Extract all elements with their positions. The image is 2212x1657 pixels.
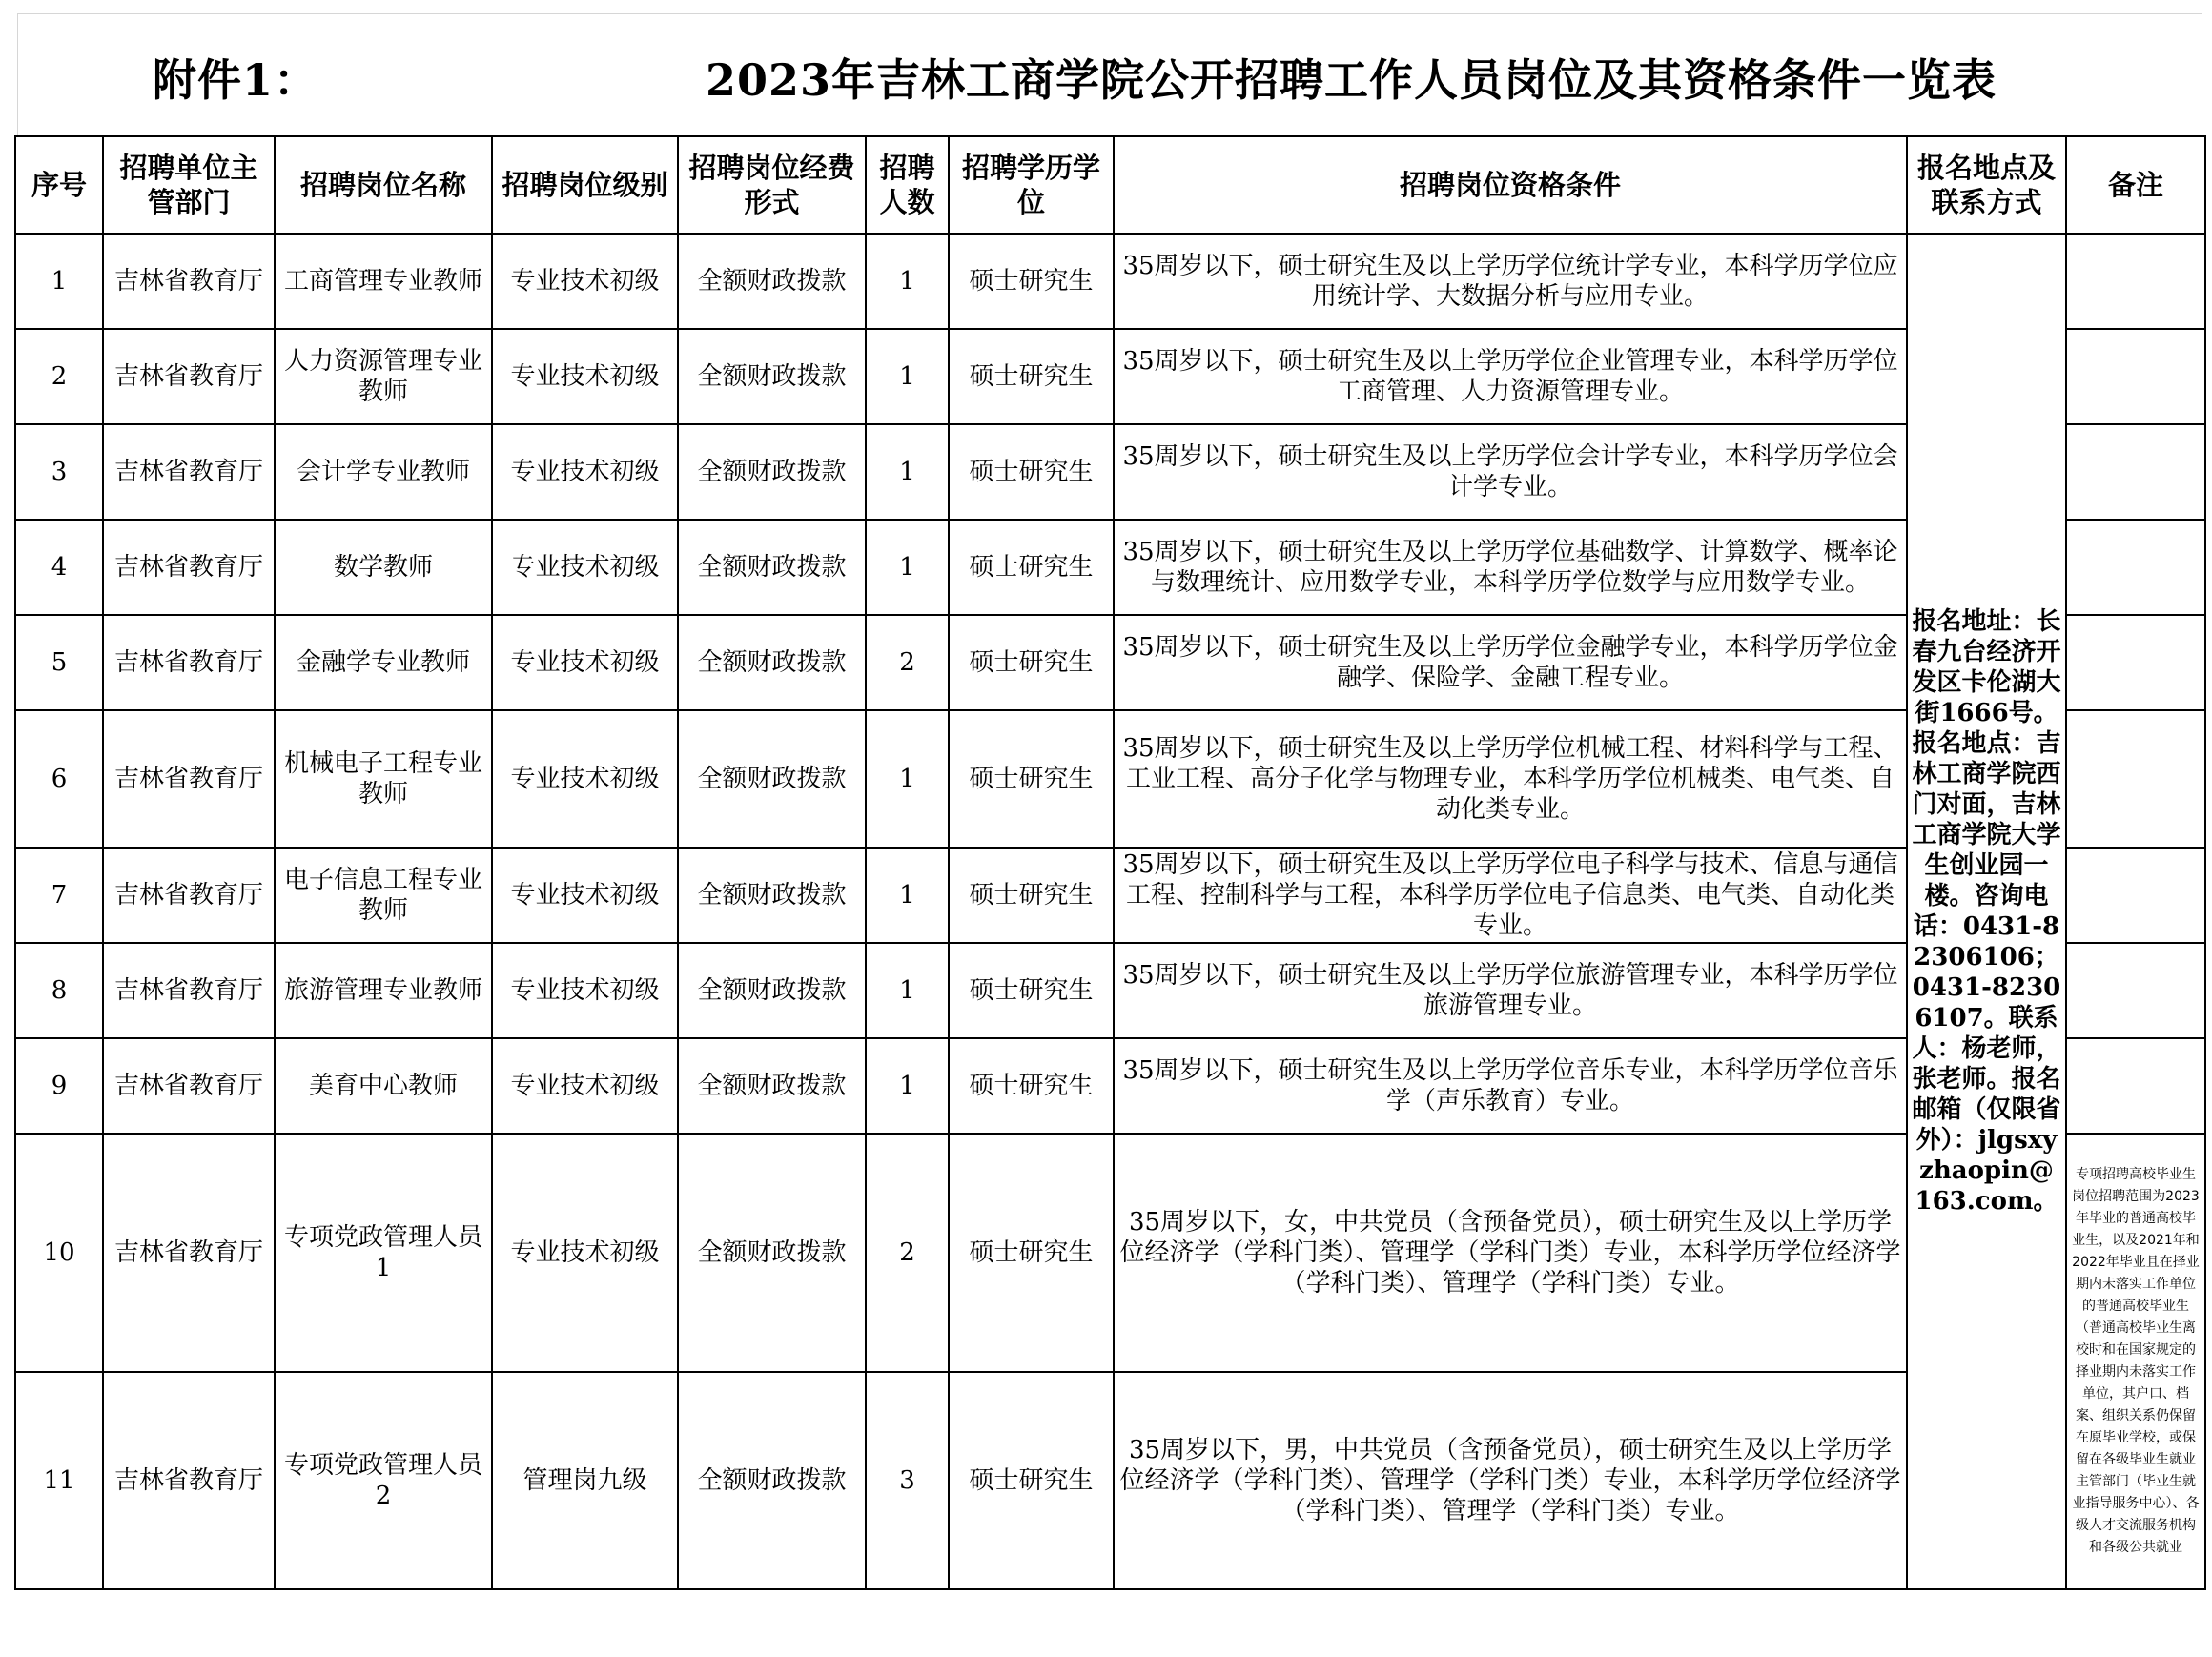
- cell-post: 旅游管理专业教师: [275, 943, 492, 1038]
- cell-level: 专业技术初级: [492, 848, 678, 943]
- cell-requirements: 35周岁以下，硕士研究生及以上学历学位会计学专业，本科学历学位会计学专业。: [1114, 424, 1907, 520]
- cell-level: 专业技术初级: [492, 943, 678, 1038]
- cell-seq: 6: [15, 710, 103, 848]
- cell-post: 会计学专业教师: [275, 424, 492, 520]
- cell-dept: 吉林省教育厅: [103, 424, 275, 520]
- note-text: 专项招聘高校毕业生岗位招聘范围为2023年毕业的普通高校毕业生，以及2021年和2022年毕业且在择业期内未落实工作单位的普通高校毕业生（普通高校毕业生离校时和在国家规定的择业期内未落实工作单位，其户口、档案、组织关系仍保留在原毕业学校，或保留在各级毕业生就业主管部门（毕业生就业指导服务中心）、各级人才交流服务机构和各级公共就业: [2072, 1167, 2200, 1555]
- table-row: [15, 1038, 2205, 1134]
- cell-count: 2: [866, 615, 949, 710]
- cell-education: 硕士研究生: [949, 234, 1114, 329]
- cell-education: 硕士研究生: [949, 1372, 1114, 1589]
- cell-dept: 吉林省教育厅: [103, 848, 275, 943]
- col-requirements: 招聘岗位资格条件: [1114, 136, 1907, 234]
- cell-level: 专业技术初级: [492, 329, 678, 424]
- cell-note-empty: [2066, 329, 2205, 424]
- cell-count: 1: [866, 848, 949, 943]
- header-row: [15, 136, 2205, 234]
- cell-funding: 全额财政拨款: [678, 615, 866, 710]
- cell-note-empty: [2066, 1038, 2205, 1134]
- cell-post: 工商管理专业教师: [275, 234, 492, 329]
- cell-count: 1: [866, 1038, 949, 1134]
- cell-note-empty: [2066, 615, 2205, 710]
- cell-requirements: 35周岁以下，男，中共党员（含预备党员），硕士研究生及以上学历学位经济学（学科门类）、管理学（学科门类）专业，本科学历学位经济学（学科门类）、管理学（学科门类）专业。: [1114, 1372, 1907, 1589]
- cell-seq: 10: [15, 1134, 103, 1372]
- cell-level: 专业技术初级: [492, 424, 678, 520]
- cell-note-empty: [2066, 424, 2205, 520]
- cell-dept: 吉林省教育厅: [103, 710, 275, 848]
- col-note: 备注: [2066, 136, 2205, 234]
- cell-post: 专项党政管理人员2: [275, 1372, 492, 1589]
- document-title: 2023年吉林工商学院公开招聘工作人员岗位及其资格条件一览表: [706, 54, 1997, 106]
- col-level: 招聘岗位级别: [492, 136, 678, 234]
- cell-count: 1: [866, 424, 949, 520]
- cell-note-empty: [2066, 234, 2205, 329]
- cell-requirements: 35周岁以下，硕士研究生及以上学历学位电子科学与技术、信息与通信工程、控制科学与工程，本科学历学位电子信息类、电气类、自动化类专业。: [1114, 848, 1907, 943]
- cell-dept: 吉林省教育厅: [103, 615, 275, 710]
- cell-dept: 吉林省教育厅: [103, 520, 275, 615]
- cell-requirements: 35周岁以下，硕士研究生及以上学历学位旅游管理专业，本科学历学位旅游管理专业。: [1114, 943, 1907, 1038]
- cell-count: 3: [866, 1372, 949, 1589]
- cell-seq: 7: [15, 848, 103, 943]
- cell-note-empty: [2066, 520, 2205, 615]
- cell-note-empty: [2066, 710, 2205, 848]
- cell-funding: 全额财政拨款: [678, 329, 866, 424]
- cell-note-empty: [2066, 943, 2205, 1038]
- col-funding: 招聘岗位经费形式: [678, 136, 866, 234]
- cell-seq: 2: [15, 329, 103, 424]
- cell-dept: 吉林省教育厅: [103, 943, 275, 1038]
- cell-requirements: 35周岁以下，硕士研究生及以上学历学位企业管理专业，本科学历学位工商管理、人力资源管理专业。: [1114, 329, 1907, 424]
- col-post: 招聘岗位名称: [275, 136, 492, 234]
- cell-seq: 1: [15, 234, 103, 329]
- cell-count: 1: [866, 329, 949, 424]
- cell-requirements: 35周岁以下，硕士研究生及以上学历学位统计学专业，本科学历学位应用统计学、大数据分析与应用专业。: [1114, 234, 1907, 329]
- cell-funding: 全额财政拨款: [678, 424, 866, 520]
- cell-post: 电子信息工程专业教师: [275, 848, 492, 943]
- cell-education: 硕士研究生: [949, 329, 1114, 424]
- table-row: [15, 520, 2205, 615]
- col-count: 招聘人数: [866, 136, 949, 234]
- cell-education: 硕士研究生: [949, 1038, 1114, 1134]
- col-education: 招聘学历学位: [949, 136, 1114, 234]
- table-row: [15, 943, 2205, 1038]
- attachment-label: 附件1：: [153, 54, 319, 106]
- recruitment-table: [14, 135, 2206, 1590]
- cell-dept: 吉林省教育厅: [103, 1038, 275, 1134]
- cell-post: 专项党政管理人员1: [275, 1134, 492, 1372]
- cell-requirements: 35周岁以下，硕士研究生及以上学历学位音乐专业，本科学历学位音乐学（声乐教育）专业。: [1114, 1038, 1907, 1134]
- cell-seq: 9: [15, 1038, 103, 1134]
- cell-education: 硕士研究生: [949, 848, 1114, 943]
- cell-funding: 全额财政拨款: [678, 848, 866, 943]
- cell-post: 人力资源管理专业教师: [275, 329, 492, 424]
- cell-count: 1: [866, 943, 949, 1038]
- cell-dept: 吉林省教育厅: [103, 1134, 275, 1372]
- cell-level: 管理岗九级: [492, 1372, 678, 1589]
- cell-level: 专业技术初级: [492, 1038, 678, 1134]
- col-contact: 报名地点及联系方式: [1907, 136, 2066, 234]
- cell-dept: 吉林省教育厅: [103, 234, 275, 329]
- cell-level: 专业技术初级: [492, 615, 678, 710]
- table-row: [15, 710, 2205, 848]
- cell-education: 硕士研究生: [949, 615, 1114, 710]
- table-row: [15, 424, 2205, 520]
- cell-count: 2: [866, 1134, 949, 1372]
- cell-funding: 全额财政拨款: [678, 1038, 866, 1134]
- cell-post: 数学教师: [275, 520, 492, 615]
- table-row: [15, 615, 2205, 710]
- cell-level: 专业技术初级: [492, 710, 678, 848]
- cell-dept: 吉林省教育厅: [103, 1372, 275, 1589]
- cell-education: 硕士研究生: [949, 710, 1114, 848]
- cell-education: 硕士研究生: [949, 1134, 1114, 1372]
- table-row: [15, 848, 2205, 943]
- cell-funding: 全额财政拨款: [678, 1134, 866, 1372]
- cell-seq: 8: [15, 943, 103, 1038]
- cell-requirements: 35周岁以下，硕士研究生及以上学历学位机械工程、材料科学与工程、工业工程、高分子化学与物理专业，本科学历学位机械类、电气类、自动化类专业。: [1114, 710, 1907, 848]
- cell-seq: 11: [15, 1372, 103, 1589]
- cell-post: 机械电子工程专业教师: [275, 710, 492, 848]
- contact-cell: 报名地址：长春九台经济开发区卡伦湖大街1666号。报名地点：吉林工商学院西门对面，吉林工商学院大学生创业园一楼。咨询电话：0431-82306106；0431-82306107。联系人：杨老师，张老师。报名邮箱（仅限省外）：jlgsxyzhaopin@163.com。: [1907, 234, 2066, 1589]
- table-row: [15, 1372, 2205, 1589]
- cell-level: 专业技术初级: [492, 234, 678, 329]
- cell-dept: 吉林省教育厅: [103, 329, 275, 424]
- table-row: [15, 329, 2205, 424]
- cell-count: 1: [866, 234, 949, 329]
- cell-education: 硕士研究生: [949, 943, 1114, 1038]
- cell-seq: 4: [15, 520, 103, 615]
- col-seq: 序号: [15, 136, 103, 234]
- cell-note-empty: [2066, 848, 2205, 943]
- cell-requirements: 35周岁以下，女，中共党员（含预备党员），硕士研究生及以上学历学位经济学（学科门类）、管理学（学科门类）专业，本科学历学位经济学（学科门类）、管理学（学科门类）专业。: [1114, 1134, 1907, 1372]
- cell-post: 金融学专业教师: [275, 615, 492, 710]
- cell-requirements: 35周岁以下，硕士研究生及以上学历学位基础数学、计算数学、概率论与数理统计、应用数学专业，本科学历学位数学与应用数学专业。: [1114, 520, 1907, 615]
- cell-level: 专业技术初级: [492, 1134, 678, 1372]
- table-row: [15, 234, 2205, 329]
- cell-funding: 全额财政拨款: [678, 520, 866, 615]
- cell-seq: 3: [15, 424, 103, 520]
- table-row: [15, 1134, 2205, 1372]
- cell-level: 专业技术初级: [492, 520, 678, 615]
- note-cell: [2066, 1134, 2205, 1589]
- cell-requirements: 35周岁以下，硕士研究生及以上学历学位金融学专业，本科学历学位金融学、保险学、金融工程专业。: [1114, 615, 1907, 710]
- cell-count: 1: [866, 710, 949, 848]
- cell-count: 1: [866, 520, 949, 615]
- cell-education: 硕士研究生: [949, 520, 1114, 615]
- cell-education: 硕士研究生: [949, 424, 1114, 520]
- cell-funding: 全额财政拨款: [678, 710, 866, 848]
- cell-post: 美育中心教师: [275, 1038, 492, 1134]
- cell-seq: 5: [15, 615, 103, 710]
- cell-funding: 全额财政拨款: [678, 943, 866, 1038]
- col-dept: 招聘单位主管部门: [103, 136, 275, 234]
- cell-funding: 全额财政拨款: [678, 234, 866, 329]
- cell-funding: 全额财政拨款: [678, 1372, 866, 1589]
